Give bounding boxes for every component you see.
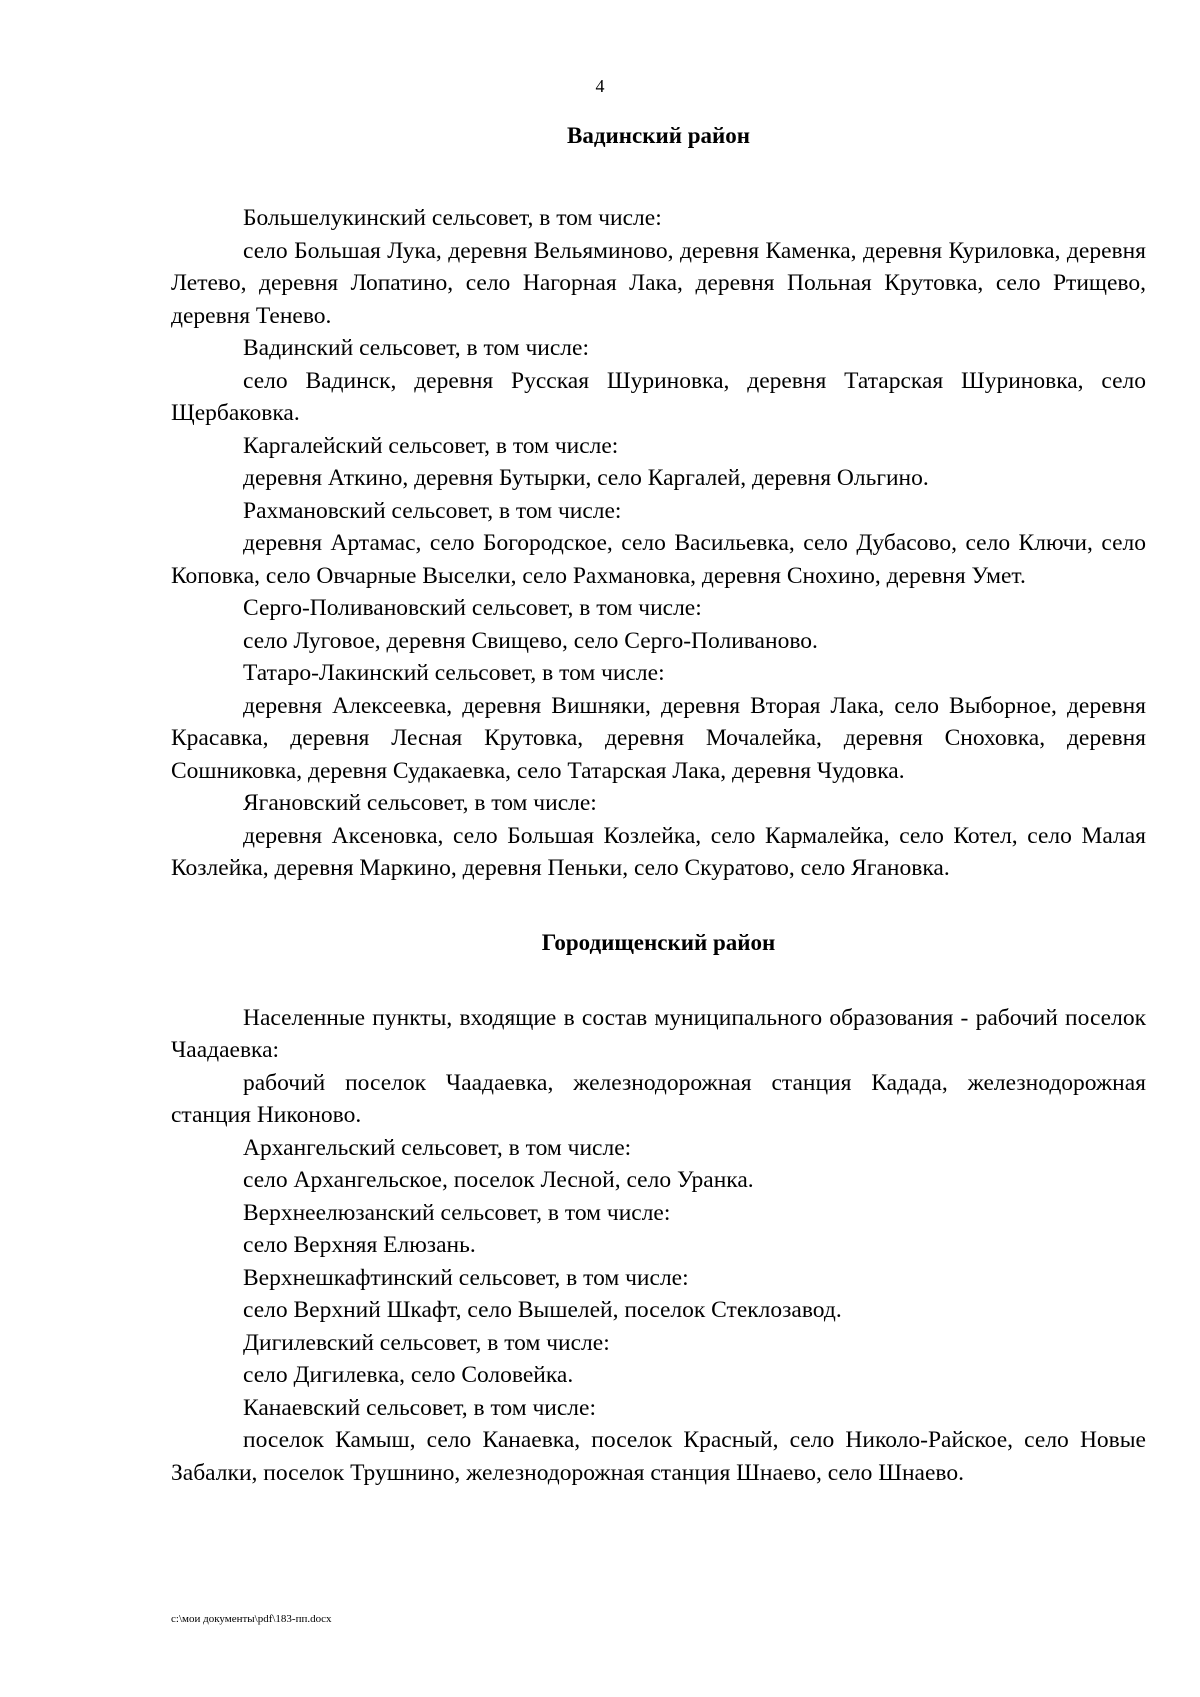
council-heading: Большелукинский сельсовет, в том числе:: [243, 205, 662, 231]
footer-file-path: c:\мои документы\pdf\183-пп.docx: [171, 1613, 332, 1625]
document-body: [171, 120, 1146, 1489]
settlement-list: село Верхняя Елюзань.: [243, 1232, 476, 1258]
council-heading: Канаевский сельсовет, в том числе:: [243, 1394, 596, 1421]
council-heading: Населенные пункты, входящие в состав муниципального образования - рабочий поселок Чаадаевка:: [171, 1004, 1146, 1063]
district-title: Вадинский район: [567, 123, 750, 148]
council-heading: Дигилевский сельсовет, в том числе:: [243, 1329, 610, 1356]
district-section-gorodishchensky: [171, 927, 1146, 1490]
council-heading: Вадинский сельсовет, в том числе:: [243, 335, 589, 361]
settlement-list: село Вадинск, деревня Русская Шуриновка, деревня Татарская Шуриновка, село Щербаковка.: [171, 367, 1146, 426]
settlement-list: село Дигилевка, село Соловейка.: [243, 1362, 574, 1388]
council-heading: Верхнешкафтинский сельсовет, в том числе:: [243, 1264, 689, 1291]
district-title: Городищенский район: [541, 929, 776, 955]
settlement-list: село Луговое, деревня Свищево, село Серго-Поливаново.: [243, 627, 818, 654]
council-heading: Каргалейский сельсовет, в том числе:: [243, 432, 619, 459]
settlement-list: деревня Артамас, село Богородское, село Васильевка, село Дубасово, село Ключи, село Коповка, село Овчарные Выселки, село Рахмановка, деревня Снохино, деревня Умет.: [171, 530, 1146, 589]
council-heading: Верхнеелюзанский сельсовет, в том числе:: [243, 1199, 671, 1226]
page-number: 4: [595, 76, 605, 96]
council-heading: Татаро-Лакинский сельсовет, в том числе:: [243, 660, 665, 686]
council-heading: Серго-Поливановский сельсовет, в том числе:: [243, 595, 702, 621]
settlement-list: поселок Камыш, село Канаевка, поселок Красный, село Николо-Райское, село Новые Забалки, поселок Трушнино, железнодорожная станция Шнаево, село Шнаево.: [171, 1427, 1146, 1486]
settlement-list: село Архангельское, поселок Лесной, село Уранка.: [243, 1167, 754, 1193]
settlement-list: рабочий поселок Чаадаевка, железнодорожная станция Кадада, железнодорожная станция Никоново.: [171, 1069, 1146, 1128]
settlement-list: село Большая Лука, деревня Вельяминово, деревня Каменка, деревня Куриловка, деревня Летево, деревня Лопатино, село Нагорная Лака, деревня Польная Крутовка, село Ртищево, деревня Тенево.: [171, 237, 1146, 329]
council-heading: Архангельский сельсовет, в том числе:: [243, 1134, 632, 1161]
settlement-list: деревня Аксеновка, село Большая Козлейка, село Кармалейка, село Котел, село Малая Козлейка, деревня Маркино, деревня Пеньки, село Скуратово, село Ягановка.: [171, 822, 1146, 881]
settlement-list: село Верхний Шкафт, село Вышелей, поселок Стеклозавод.: [243, 1297, 842, 1323]
settlement-list: деревня Алексеевка, деревня Вишняки, деревня Вторая Лака, село Выборное, деревня Красавка, деревня Лесная Крутовка, деревня Мочалейка, деревня Сноховка, деревня Сошниковка, деревня Судакаевка, село Татарская Лака, деревня Чудовка.: [171, 692, 1146, 784]
district-section-vadinsky: [171, 120, 1146, 885]
council-heading: Рахмановский сельсовет, в том числе:: [243, 497, 622, 524]
settlement-list: деревня Аткино, деревня Бутырки, село Каргалей, деревня Ольгино.: [243, 465, 929, 491]
council-heading: Ягановский сельсовет, в том числе:: [243, 790, 597, 816]
